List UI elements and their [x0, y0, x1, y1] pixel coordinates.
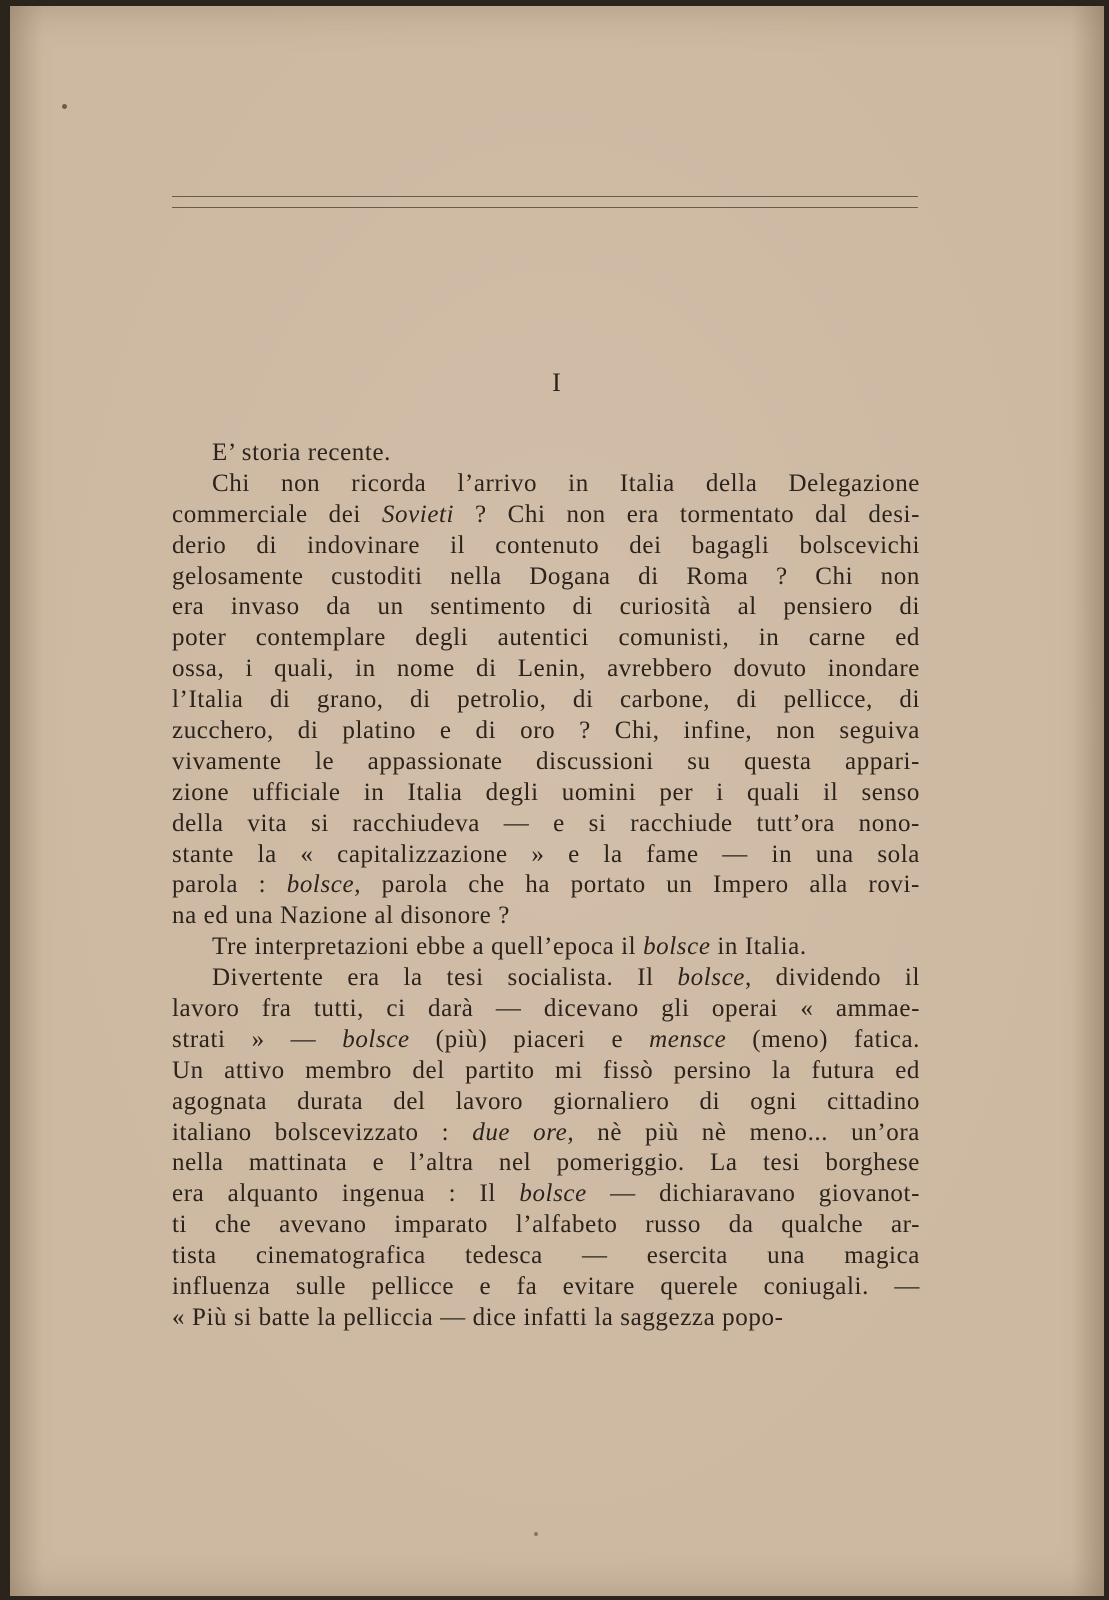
- text-segment: Tre interpretazioni ebbe a quell’epoca il: [212, 933, 644, 961]
- text-line: [172, 1303, 920, 1334]
- text-line: [172, 1148, 920, 1179]
- text-line: [172, 531, 920, 562]
- text-segment: parola che ha portato un Impero alla rovi-: [361, 871, 920, 899]
- paragraph: [172, 932, 920, 963]
- header-rule-bottom: [172, 207, 918, 208]
- text-line: [172, 562, 920, 593]
- text-line: [172, 1087, 920, 1118]
- paragraph: [172, 469, 920, 932]
- text-segment: na ed una Nazione al disonore ?: [172, 902, 510, 930]
- text-segment: della vita si racchiudeva — e si racchiude tutt’ora nono-: [172, 809, 920, 837]
- chapter-body: [172, 438, 920, 1334]
- text-segment: stante la « capitalizzazione » e la fame — in una sola: [172, 840, 920, 868]
- text-line: [172, 809, 920, 840]
- italic-text: mensce: [649, 1025, 727, 1053]
- text-segment: ? Chi non era tormentato dal desi-: [454, 500, 920, 528]
- italic-text: bolsce: [519, 1180, 587, 1208]
- book-page: [10, 6, 1104, 1596]
- page-mark: [534, 1532, 538, 1536]
- text-segment: l’Italia di grano, di petrolio, di carbone, di pellicce, di: [172, 686, 920, 714]
- text-line: [172, 747, 920, 778]
- italic-text: bolsce: [342, 1025, 410, 1053]
- text-segment: nè più nè meno... un’ora: [574, 1118, 920, 1146]
- text-segment: dividendo il: [751, 964, 920, 992]
- text-segment: commerciale dei: [172, 500, 382, 528]
- text-line: [172, 438, 920, 469]
- italic-text: bolsce: [643, 933, 711, 961]
- text-line: [172, 1118, 920, 1149]
- text-segment: vivamente le appassionate discussioni su questa appari-: [172, 747, 920, 775]
- text-line: [172, 901, 920, 932]
- text-line: [172, 1210, 920, 1241]
- text-segment: italiano bolscevizzato :: [172, 1118, 473, 1146]
- text-segment: influenza sulle pellicce e fa evitare querele coniugali. —: [172, 1273, 920, 1301]
- paragraph: [172, 963, 920, 1334]
- text-segment: poter contemplare degli autentici comunisti, in carne ed: [172, 624, 920, 652]
- text-segment: era alquanto ingenua : Il: [172, 1180, 520, 1208]
- paragraph: [172, 438, 920, 469]
- text-segment: parola :: [172, 871, 287, 899]
- text-segment: in Italia.: [710, 933, 807, 961]
- text-line: [172, 1272, 920, 1303]
- italic-text: bolsce,: [286, 871, 362, 899]
- ink-spot: [62, 104, 67, 109]
- text-segment: ti che avevano imparato l’alfabeto russo da qualche ar-: [172, 1211, 920, 1239]
- text-line: [172, 654, 920, 685]
- text-segment: (meno) fatica.: [726, 1025, 921, 1053]
- text-segment: nella mattinata e l’altra nel pomeriggio. La tesi borghese: [172, 1149, 920, 1177]
- text-segment: — dichiaravano giovanot-: [586, 1180, 920, 1208]
- text-segment: ossa, i quali, in nome di Lenin, avrebbero dovuto inondare: [172, 655, 920, 683]
- text-line: [172, 1241, 920, 1272]
- text-segment: Chi non ricorda l’arrivo in Italia della Delegazione: [212, 469, 920, 497]
- text-segment: derio di indovinare il contenuto dei bagagli bolscevichi: [172, 531, 920, 559]
- text-segment: zione ufficiale in Italia degli uomini per i quali il senso: [172, 778, 920, 806]
- text-segment: (più) piaceri e: [409, 1025, 650, 1053]
- text-segment: gelosamente custoditi nella Dogana di Roma ? Chi non: [172, 562, 920, 590]
- text-segment: E’ storia recente.: [212, 439, 391, 466]
- text-line: [172, 716, 920, 747]
- text-line: [172, 623, 920, 654]
- text-segment: Un attivo membro del partito mi fissò persino la futura ed: [172, 1056, 920, 1084]
- text-line: [172, 840, 920, 871]
- text-line: [172, 1025, 920, 1056]
- text-line: [172, 994, 920, 1025]
- text-line: [172, 778, 920, 809]
- text-line: [172, 870, 920, 901]
- text-segment: lavoro fra tutti, ci darà — dicevano gli operai « ammae-: [172, 995, 920, 1023]
- text-segment: zucchero, di platino e di oro ? Chi, infine, non seguiva: [172, 717, 920, 745]
- text-line: [172, 1056, 920, 1087]
- italic-text: due ore,: [472, 1118, 575, 1146]
- text-segment: era invaso da un sentimento di curiosità al pensiero di: [172, 593, 920, 621]
- text-segment: tista cinematografica tedesca — esercita una magica: [172, 1242, 920, 1270]
- text-line: [172, 1179, 920, 1210]
- text-line: [172, 500, 920, 531]
- text-line: [172, 932, 920, 963]
- text-line: [172, 592, 920, 623]
- text-segment: strati » —: [172, 1025, 343, 1053]
- text-line: [172, 469, 920, 500]
- italic-text: Sovieti: [381, 500, 455, 528]
- chapter-number: I: [552, 368, 562, 397]
- header-rule-top: [172, 196, 918, 197]
- text-segment: agognata durata del lavoro giornaliero di ogni cittadino: [172, 1087, 920, 1115]
- text-segment: Divertente era la tesi socialista. Il: [212, 964, 678, 992]
- text-segment: « Più si batte la pelliccia — dice infatti la saggezza popo-: [172, 1303, 784, 1331]
- italic-text: bolsce,: [677, 964, 752, 992]
- text-line: [172, 963, 920, 994]
- text-line: [172, 685, 920, 716]
